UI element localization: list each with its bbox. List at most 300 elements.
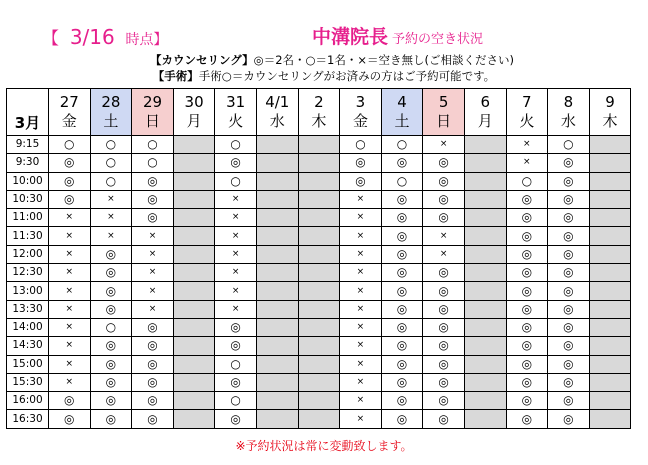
availability-cell: ○ [506,172,548,190]
availability-cell: ◎ [506,209,548,227]
closed-cell [256,355,298,373]
closed-cell [589,337,631,355]
availability-cell: ◎ [340,172,382,190]
availability-cell: ○ [90,154,132,172]
day-date: 2 [314,93,324,111]
availability-cell: × [132,300,174,318]
availability-cell: ◎ [506,392,548,410]
availability-cell: ○ [215,355,257,373]
availability-cell: ◎ [423,282,465,300]
closed-cell [464,410,506,428]
availability-cell: × [340,373,382,391]
availability-cell: × [340,300,382,318]
closed-cell [173,318,215,336]
availability-cell: × [215,282,257,300]
availability-cell: × [423,136,465,154]
availability-cell: ○ [215,392,257,410]
availability-cell: × [423,245,465,263]
day-date: 3 [355,93,366,111]
availability-cell: ◎ [506,300,548,318]
availability-cell: ◎ [132,318,174,336]
time-row [7,337,631,355]
time-row [7,410,631,428]
availability-cell: × [132,227,174,245]
closed-cell [173,209,215,227]
availability-cell: ◎ [506,373,548,391]
availability-cell: ◎ [90,264,132,282]
availability-cell: ◎ [90,300,132,318]
day-weekday: 土 [394,112,410,130]
day-header [381,89,423,136]
closed-cell [464,190,506,208]
availability-cell: ◎ [548,209,590,227]
closed-cell [464,154,506,172]
availability-cell: ◎ [132,392,174,410]
availability-cell: × [90,190,132,208]
availability-cell: ◎ [381,318,423,336]
availability-cell: ◎ [548,245,590,263]
availability-cell: ◎ [423,410,465,428]
availability-cell: ◎ [548,373,590,391]
availability-cell: ◎ [132,410,174,428]
availability-table [6,88,631,429]
day-date: 9 [605,93,615,111]
availability-cell: ◎ [49,172,91,190]
time-slot-label: 10:00 [7,172,49,190]
availability-cell: ◎ [548,318,590,336]
availability-cell: ◎ [132,190,174,208]
date-bracket-open: 【 [42,29,59,49]
closed-cell [464,209,506,227]
closed-cell [256,264,298,282]
closed-cell [589,190,631,208]
availability-cell: ◎ [215,373,257,391]
doctor-heading [312,22,483,49]
availability-cell: ◎ [132,337,174,355]
availability-cell: ◎ [548,227,590,245]
day-weekday: 木 [311,112,327,130]
availability-cell: × [49,264,91,282]
closed-cell [464,136,506,154]
availability-cell: ◎ [423,209,465,227]
legend-surgery-text: 手術○＝カウンセリングがお済みの方はご予約可能です。 [198,69,496,83]
day-weekday: 月 [186,112,202,130]
closed-cell [256,300,298,318]
time-row [7,209,631,227]
availability-cell: × [132,264,174,282]
availability-cell: ◎ [423,355,465,373]
time-row [7,282,631,300]
availability-cell: ◎ [423,190,465,208]
day-date: 4 [397,93,407,111]
availability-cell: ◎ [548,282,590,300]
day-header [548,89,590,136]
closed-cell [298,190,340,208]
availability-cell: ◎ [548,410,590,428]
availability-cell: × [340,318,382,336]
availability-cell: × [340,282,382,300]
closed-cell [464,373,506,391]
day-weekday: 土 [103,112,119,130]
closed-cell [464,264,506,282]
closed-cell [256,172,298,190]
availability-cell: ◎ [90,355,132,373]
availability-cell: ◎ [49,392,91,410]
availability-cell: ◎ [215,154,257,172]
closed-cell [173,264,215,282]
availability-cell: × [423,227,465,245]
availability-cell: ◎ [132,373,174,391]
availability-cell: ◎ [381,245,423,263]
availability-cell: ◎ [381,282,423,300]
time-row [7,318,631,336]
day-weekday: 金 [352,112,368,130]
day-date: 5 [438,93,449,111]
closed-cell [298,245,340,263]
closed-cell [464,318,506,336]
day-header [340,89,382,136]
closed-cell [589,282,631,300]
day-weekday: 火 [228,112,244,130]
availability-cell: ◎ [506,190,548,208]
day-header [423,89,465,136]
time-row [7,392,631,410]
time-row [7,154,631,172]
closed-cell [173,410,215,428]
availability-cell: ◎ [381,190,423,208]
day-weekday: 日 [144,112,160,130]
availability-cell: × [49,318,91,336]
legend-counseling-text: ◎＝2名・○＝1名・×＝空き無し(ご相談ください) [253,53,514,67]
time-row [7,227,631,245]
availability-cell: × [49,300,91,318]
availability-cell: × [340,264,382,282]
closed-cell [256,282,298,300]
closed-cell [173,154,215,172]
day-date: 27 [59,93,79,111]
availability-cell: ◎ [49,190,91,208]
availability-cell: ◎ [381,264,423,282]
availability-cell: ◎ [381,355,423,373]
closed-cell [173,245,215,263]
availability-cell: ○ [90,136,132,154]
day-header [589,89,631,136]
availability-cell: × [215,209,257,227]
day-date: 31 [226,93,246,111]
closed-cell [256,227,298,245]
availability-cell: ◎ [506,318,548,336]
closed-cell [256,209,298,227]
availability-cell: × [90,227,132,245]
availability-cell: ◎ [548,300,590,318]
day-weekday: 月 [477,112,493,130]
availability-cell: × [340,209,382,227]
availability-cell: ◎ [548,172,590,190]
closed-cell [298,227,340,245]
time-slot-label: 16:00 [7,392,49,410]
availability-cell: × [340,355,382,373]
availability-cell: ◎ [381,209,423,227]
day-header [506,89,548,136]
closed-cell [298,282,340,300]
availability-cell: ◎ [506,337,548,355]
availability-cell: ◎ [423,318,465,336]
availability-cell: ◎ [423,373,465,391]
day-date: 30 [184,93,204,111]
legend-counseling-label: 【カウンセリング】 [150,53,254,67]
availability-cell: ◎ [548,337,590,355]
availability-cell: × [215,227,257,245]
availability-cell: × [49,355,91,373]
closed-cell [298,136,340,154]
availability-cell: ◎ [506,410,548,428]
availability-cell: ◎ [90,337,132,355]
availability-cell: ◎ [49,410,91,428]
time-slot-label: 15:30 [7,373,49,391]
availability-cell: ○ [90,318,132,336]
closed-cell [256,337,298,355]
closed-cell [173,227,215,245]
availability-cell: ○ [215,172,257,190]
time-slot-label: 10:30 [7,190,49,208]
day-header [173,89,215,136]
closed-cell [298,373,340,391]
doctor-name: 中溝院長 [312,26,389,48]
closed-cell [256,245,298,263]
day-header [90,89,132,136]
closed-cell [298,318,340,336]
time-row [7,136,631,154]
availability-cell: ◎ [548,355,590,373]
day-date: 7 [522,93,532,111]
availability-cell: ○ [90,172,132,190]
legend-surgery [0,69,648,84]
closed-cell [173,282,215,300]
closed-cell [464,245,506,263]
availability-cell: ◎ [215,337,257,355]
availability-cell: ○ [381,172,423,190]
time-row [7,264,631,282]
availability-cell: × [506,154,548,172]
time-slot-label: 14:00 [7,318,49,336]
availability-cell: ◎ [132,355,174,373]
availability-cell: ◎ [381,392,423,410]
availability-cell: ◎ [132,172,174,190]
time-slot-label: 12:30 [7,264,49,282]
closed-cell [589,373,631,391]
availability-cell: ◎ [506,264,548,282]
doctor-subtitle: 予約の空き状況 [392,32,484,47]
closed-cell [589,264,631,282]
time-row [7,373,631,391]
closed-cell [464,337,506,355]
availability-cell: × [215,264,257,282]
availability-cell: ◎ [90,245,132,263]
closed-cell [589,318,631,336]
day-header [132,89,174,136]
availability-cell: ◎ [90,373,132,391]
closed-cell [589,172,631,190]
time-row [7,300,631,318]
availability-cell: × [340,337,382,355]
closed-cell [173,172,215,190]
closed-cell [173,190,215,208]
availability-cell: × [340,410,382,428]
availability-cell: ◎ [132,209,174,227]
closed-cell [298,337,340,355]
availability-cell: ◎ [215,410,257,428]
day-weekday: 木 [602,112,618,130]
closed-cell [464,300,506,318]
availability-cell: × [215,190,257,208]
closed-cell [173,337,215,355]
closed-cell [298,264,340,282]
closed-cell [589,209,631,227]
closed-cell [173,392,215,410]
closed-cell [589,245,631,263]
availability-cell: ○ [215,136,257,154]
availability-cell: ○ [49,136,91,154]
availability-cell: ◎ [423,392,465,410]
closed-cell [464,355,506,373]
closed-cell [298,410,340,428]
time-slot-label: 15:00 [7,355,49,373]
closed-cell [256,410,298,428]
day-header [49,89,91,136]
availability-cell: × [49,337,91,355]
time-row [7,190,631,208]
availability-cell: ○ [548,136,590,154]
closed-cell [298,392,340,410]
month-label: 3月 [7,89,49,136]
day-weekday: 水 [269,112,285,130]
day-weekday: 水 [560,112,576,130]
closed-cell [589,227,631,245]
day-header [215,89,257,136]
closed-cell [589,410,631,428]
closed-cell [173,136,215,154]
availability-cell: ◎ [90,392,132,410]
day-date: 6 [480,93,490,111]
availability-cell: ○ [132,136,174,154]
availability-cell: × [49,282,91,300]
time-slot-label: 11:00 [7,209,49,227]
availability-cell: ○ [381,136,423,154]
availability-cell: × [132,282,174,300]
availability-cell: ◎ [215,318,257,336]
time-slot-label: 12:00 [7,245,49,263]
day-date: 28 [101,93,121,111]
time-slot-label: 16:30 [7,410,49,428]
day-header [256,89,298,136]
availability-cell: ◎ [423,172,465,190]
day-date: 8 [563,93,574,111]
availability-cell: × [340,190,382,208]
closed-cell [589,136,631,154]
time-slot-label: 9:30 [7,154,49,172]
closed-cell [464,172,506,190]
closed-cell [589,154,631,172]
closed-cell [589,300,631,318]
time-slot-label: 14:30 [7,337,49,355]
closed-cell [298,209,340,227]
closed-cell [464,392,506,410]
availability-cell: × [340,392,382,410]
day-weekday: 金 [61,112,77,130]
availability-cell: × [49,227,91,245]
closed-cell [298,300,340,318]
availability-cell: ◎ [381,410,423,428]
availability-cell: ◎ [49,154,91,172]
availability-cell: ◎ [340,154,382,172]
availability-cell: ◎ [506,355,548,373]
availability-cell: ◎ [381,227,423,245]
availability-cell: × [90,209,132,227]
availability-cell: × [506,136,548,154]
closed-cell [256,318,298,336]
availability-cell: ◎ [90,282,132,300]
closed-cell [256,373,298,391]
closed-cell [464,227,506,245]
availability-cell: ◎ [423,300,465,318]
availability-cell: ◎ [506,245,548,263]
closed-cell [256,392,298,410]
day-weekday: 日 [436,112,452,130]
time-slot-label: 11:30 [7,227,49,245]
time-slot-label: 9:15 [7,136,49,154]
availability-cell: ◎ [506,227,548,245]
availability-cell: × [49,373,91,391]
time-slot-label: 13:00 [7,282,49,300]
closed-cell [256,154,298,172]
time-row [7,172,631,190]
header-row [7,89,631,136]
availability-cell: × [340,245,382,263]
availability-cell: × [49,245,91,263]
availability-cell: ◎ [90,410,132,428]
date-suffix: 時点】 [125,32,168,48]
availability-cell: ◎ [381,373,423,391]
availability-cell: ◎ [381,300,423,318]
date-value: 3/16 [69,25,115,49]
availability-cell: ○ [132,154,174,172]
legend-counseling [8,53,648,68]
availability-cell: × [132,245,174,263]
availability-cell: ◎ [548,190,590,208]
availability-cell: × [215,245,257,263]
day-date: 4/1 [265,93,290,111]
day-header [464,89,506,136]
availability-cell: ◎ [548,392,590,410]
legend-surgery-label: 【手術】 [152,69,199,83]
availability-cell: ◎ [381,154,423,172]
footnote: ※予約状況は常に変動致します。 [235,439,413,453]
closed-cell [173,355,215,373]
day-date: 29 [142,93,163,111]
availability-cell: ◎ [423,264,465,282]
time-row [7,355,631,373]
day-weekday: 火 [519,112,535,130]
availability-cell: × [340,227,382,245]
closed-cell [589,392,631,410]
availability-cell: ◎ [423,337,465,355]
closed-cell [298,172,340,190]
closed-cell [589,355,631,373]
closed-cell [256,136,298,154]
closed-cell [298,154,340,172]
availability-cell: ◎ [423,154,465,172]
availability-cell: ◎ [506,282,548,300]
